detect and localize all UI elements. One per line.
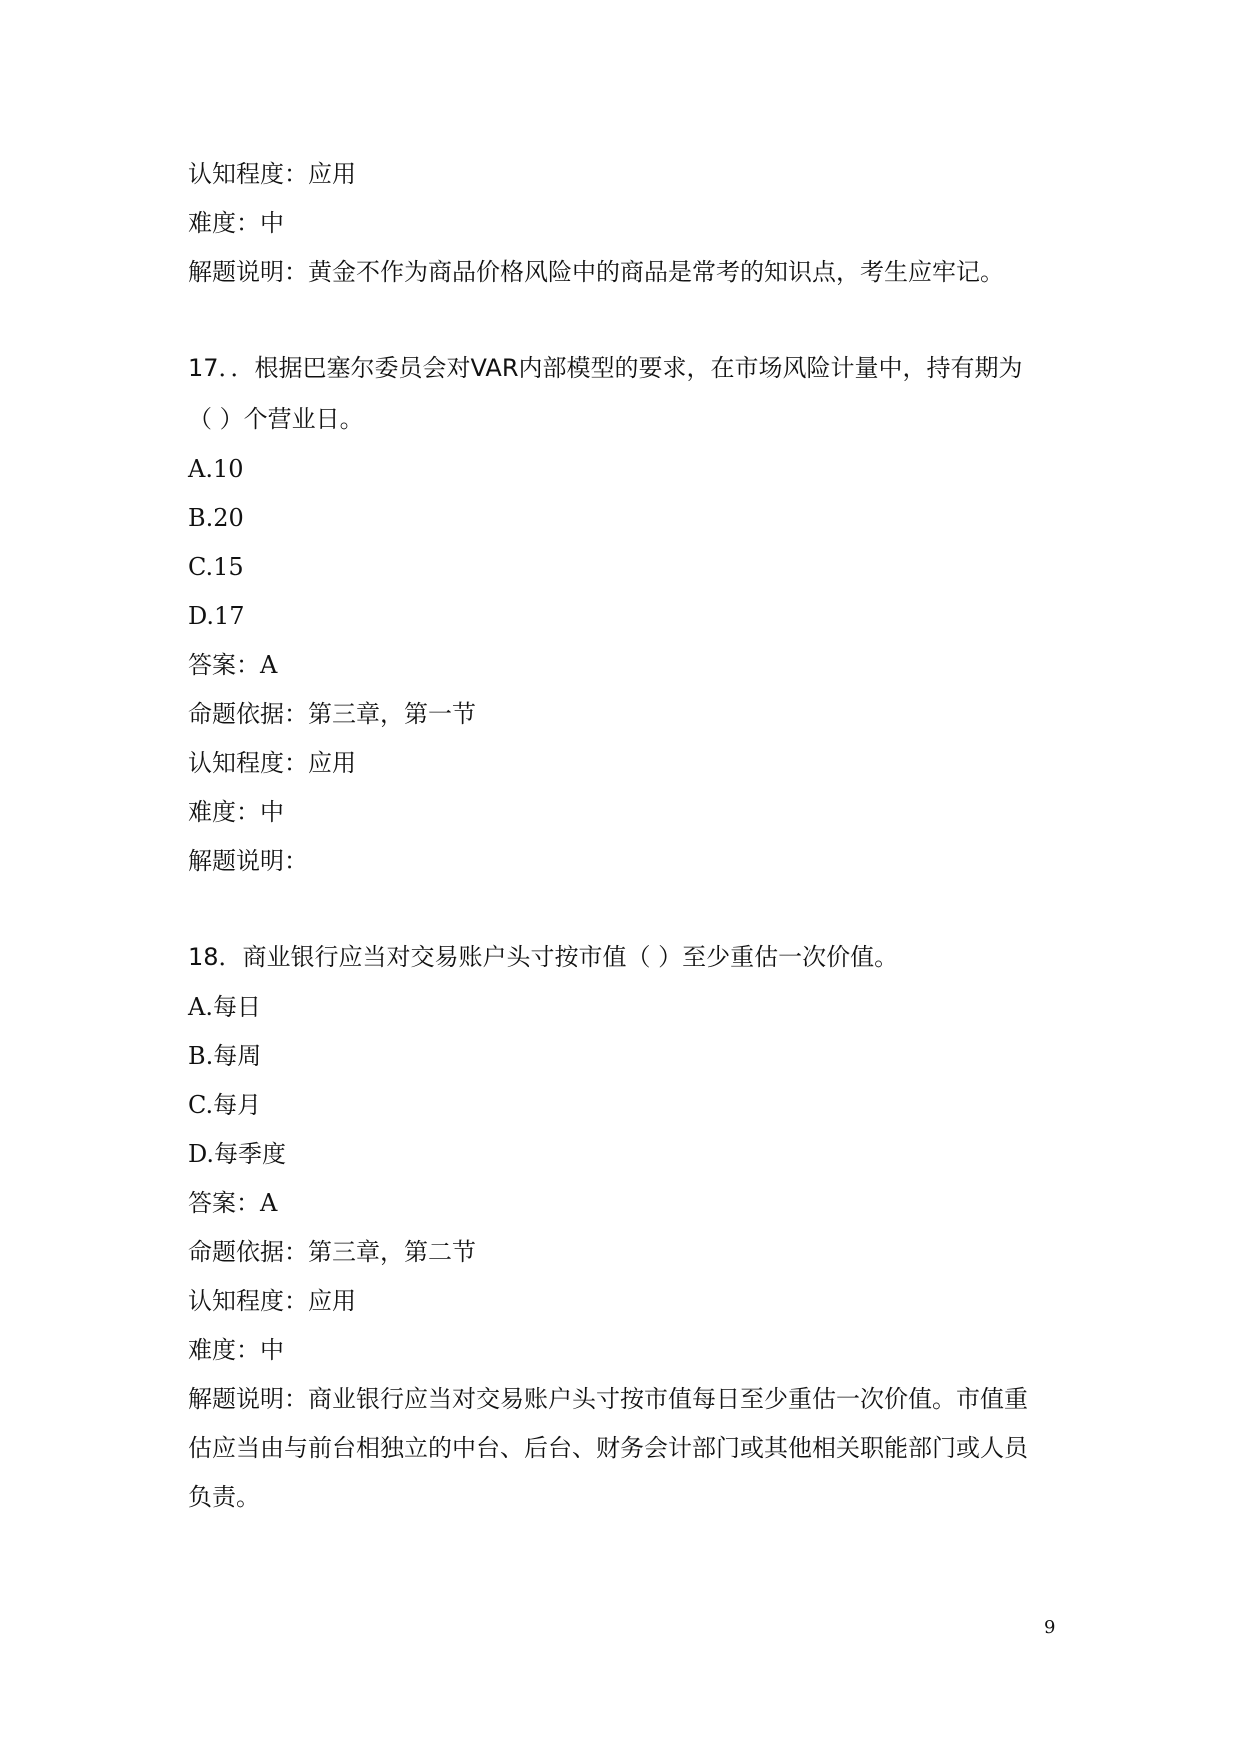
section-gap bbox=[188, 886, 1068, 932]
question-17-difficulty: 难度：中 bbox=[188, 798, 284, 826]
question-18-cognitive-level: 认知程度：应用 bbox=[188, 1287, 356, 1315]
question-17-title-line2: （ ）个营业日。 bbox=[188, 405, 364, 433]
question-18-option-a: A.每日 bbox=[188, 993, 261, 1021]
prev-cognitive-level: 认知程度：应用 bbox=[188, 160, 356, 188]
question-18-option-d: D.每季度 bbox=[188, 1140, 287, 1168]
question-18-option-b: B.每周 bbox=[188, 1042, 262, 1070]
question-18-title: 18．商业银行应当对交易账户头寸按市值（ ）至少重估一次价值。 bbox=[188, 943, 899, 971]
question-18-explanation-line1: 解题说明：商业银行应当对交易账户头寸按市值每日至少重估一次价值。市值重 bbox=[188, 1385, 1028, 1413]
page-number: 9 bbox=[1044, 1617, 1056, 1638]
question-17-title-line1: 17．．根据巴塞尔委员会对VAR内部模型的要求，在市场风险计量中，持有期为 bbox=[188, 354, 1023, 382]
question-18-basis: 命题依据：第三章，第二节 bbox=[188, 1238, 476, 1266]
question-18-difficulty: 难度：中 bbox=[188, 1336, 284, 1364]
question-18-explanation-line2: 估应当由与前台相独立的中台、后台、财务会计部门或其他相关职能部门或人员 bbox=[188, 1434, 1028, 1462]
question-17-cognitive-level: 认知程度：应用 bbox=[188, 749, 356, 777]
question-17-option-a: A.10 bbox=[188, 455, 244, 483]
question-17-option-c: C.15 bbox=[188, 553, 244, 581]
question-17-option-b: B.20 bbox=[188, 504, 244, 532]
prev-explanation: 解题说明：黄金不作为商品价格风险中的商品是常考的知识点，考生应牢记。 bbox=[188, 258, 1004, 286]
question-17-answer: 答案：A bbox=[188, 651, 278, 679]
question-17-explanation: 解题说明： bbox=[188, 847, 308, 875]
document-content bbox=[188, 150, 1068, 1522]
section-gap bbox=[188, 297, 1068, 343]
question-18-option-c: C.每月 bbox=[188, 1091, 262, 1119]
question-18-explanation-line3: 负责。 bbox=[188, 1483, 260, 1511]
question-17-basis: 命题依据：第三章，第一节 bbox=[188, 700, 476, 728]
question-18-answer: 答案：A bbox=[188, 1189, 278, 1217]
question-17-option-d: D.17 bbox=[188, 602, 245, 630]
prev-difficulty: 难度：中 bbox=[188, 209, 284, 237]
